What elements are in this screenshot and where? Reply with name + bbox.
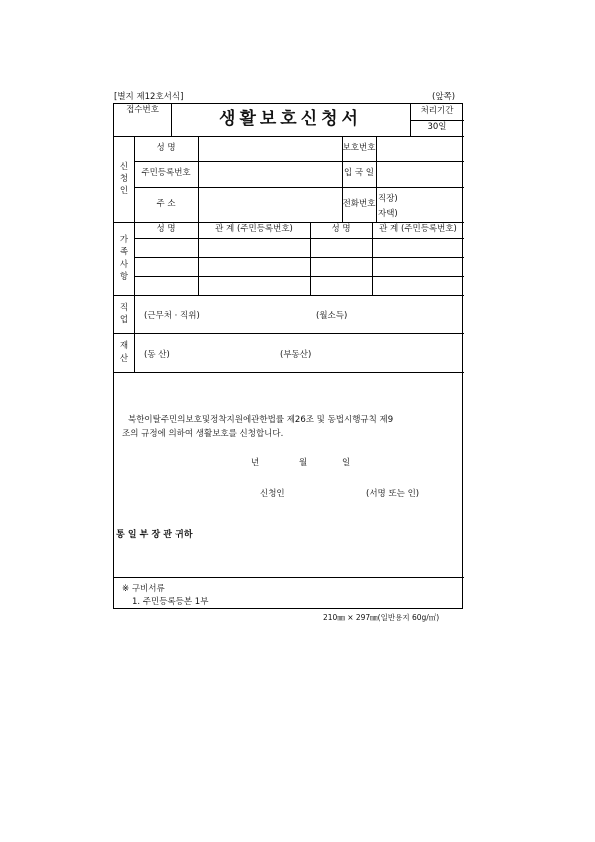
id-number-label: 주민등록번호 [141,168,191,179]
phone-home: 자택) [378,209,398,219]
protect-no-field[interactable] [376,136,464,161]
id-number-field[interactable] [198,161,342,187]
date-month: 월 [299,458,308,468]
documents-heading: ※ 구비서류 [122,584,165,594]
recipient: 통 일 부 장 관 귀하 [116,530,193,540]
property-movable: (동 산) [144,350,170,360]
period-label: 처리기간 [420,106,454,117]
phone-work: 직장) [378,194,398,204]
entry-date-label: 입 국 일 [343,168,375,179]
date-day: 일 [342,458,351,468]
documents-item-1: 1. 주민등록등본 1부 [132,597,209,607]
applicant-section-label: 신 청 인 [119,161,129,197]
form-title: 생활보호신청서 [219,109,362,130]
applicant-name-label: 성 명 [156,142,176,153]
family-relation-col: 관 계 (주민등록번호) [215,224,293,235]
family-section-label: 가 족 사 항 [119,234,129,282]
job-workplace: (근무처 · 직위) [144,311,200,321]
application-form [113,103,463,609]
applicant-name-field[interactable] [198,136,342,161]
job-section-label: 직 업 [119,302,129,325]
family-relation-col-2: 관 계 (주민등록번호) [379,224,457,235]
statement-line-1: 북한이탈주민의보호및정착지원에관한법률 제26조 및 동법시행규칙 제9 [128,415,394,425]
date-year: 년 [251,458,260,468]
sign-label: (서명 또는 인) [366,489,420,499]
protect-no-label: 보호번호 [342,142,376,153]
job-income: (월소득) [316,311,348,321]
side-label: (앞쪽) [432,92,456,102]
address-label: 주 소 [156,198,176,209]
form-number: [별지 제12호서식] [114,92,184,102]
applicant-sign-label: 신청인 [260,489,285,499]
property-section-label: 재 산 [119,341,129,364]
property-real-estate: (부동산) [280,350,312,360]
paper-size: 210㎜ × 297㎜(일반용지 60g/㎡) [323,613,440,622]
statement-line-2: 조의 규정에 의하여 생활보호를 신청합니다. [122,429,284,439]
family-name-col-2: 성 명 [331,224,351,235]
address-field[interactable] [198,187,342,222]
phone-label: 전화번호 [342,198,376,209]
family-name-col: 성 명 [156,224,176,235]
period-value: 30일 [427,122,447,133]
entry-date-field[interactable] [376,161,464,187]
receipt-no-label: 접수번호 [126,105,159,116]
